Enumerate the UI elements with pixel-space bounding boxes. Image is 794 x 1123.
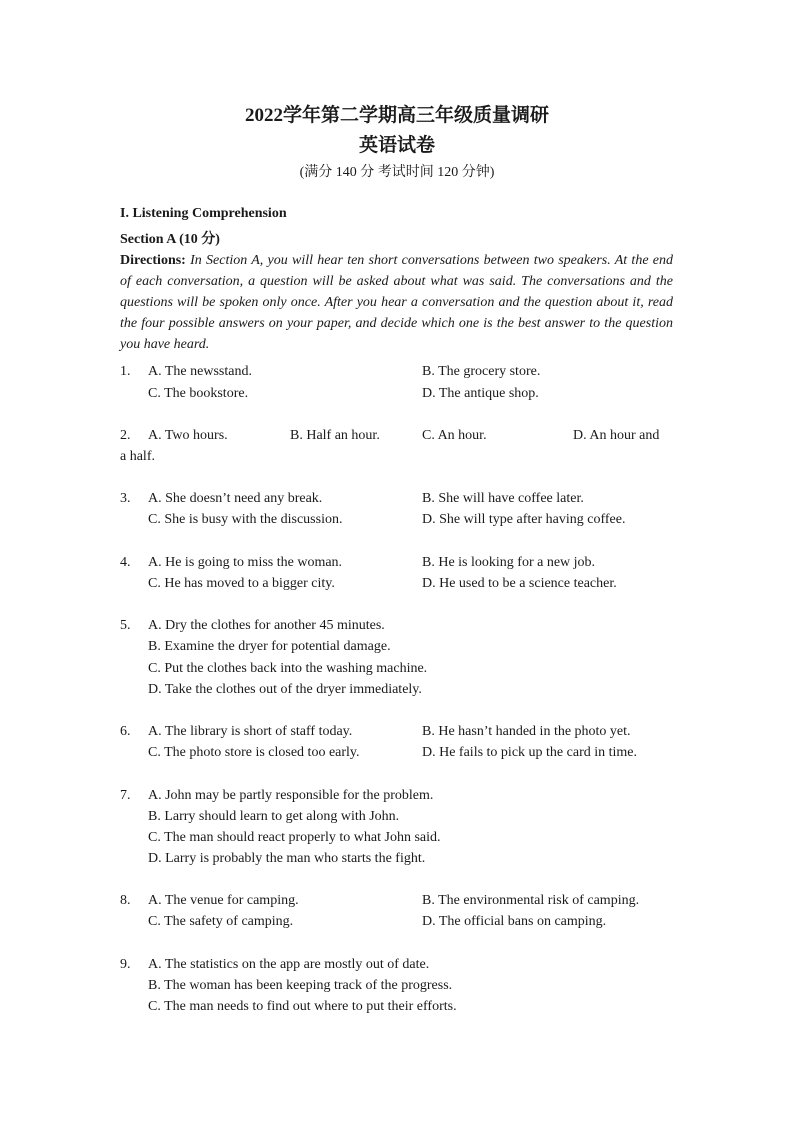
question-number: 5.	[120, 618, 131, 633]
option-a: A. John may be partly responsible for the problem.	[148, 788, 434, 803]
score-info: (满分 140 分 考试时间 120 分钟)	[299, 165, 495, 180]
option-a: A. The statistics on the app are mostly out of date.	[148, 957, 430, 972]
exam-title: 2022学年第二学期高三年级质量调研	[244, 105, 549, 126]
question-number: 3.	[120, 491, 131, 506]
question-9	[120, 957, 673, 979]
option-b: B. The environmental risk of camping.	[422, 893, 640, 908]
option-c: C. An hour.	[422, 428, 487, 443]
option-c: C. The man needs to find out where to put their efforts.	[148, 999, 457, 1014]
question-1	[120, 364, 673, 386]
option-b: B. Half an hour.	[290, 428, 380, 443]
option-d: D. She will type after having coffee.	[422, 512, 626, 527]
question-number: 4.	[120, 555, 131, 570]
question-9-row-2	[120, 978, 673, 1000]
option-b: B. He hasn’t handed in the photo yet.	[422, 724, 631, 739]
question-2-wrap	[120, 449, 673, 471]
question-3	[120, 491, 673, 513]
option-d: D. He fails to pick up the card in time.	[422, 745, 637, 760]
question-9-row-3	[120, 999, 673, 1021]
question-number: 6.	[120, 724, 131, 739]
option-b: B. He is looking for a new job.	[422, 555, 596, 570]
question-number: 7.	[120, 788, 131, 803]
directions-text: In Section A, you will hear ten short conversations between two speakers. At the end of each conversation, a question will be asked about what was said. The conversations and the questions will be spoken only once. After you hear a conversation and the question about it, read the four possible answers on your paper, and decide which one is the best answer to the question you have heard.	[120, 253, 673, 352]
option-d: D. The antique shop.	[422, 386, 539, 401]
question-8	[120, 893, 673, 915]
question-number: 9.	[120, 957, 131, 972]
question-4	[120, 555, 673, 577]
question-5	[120, 618, 673, 640]
question-4-row-2	[120, 576, 673, 598]
section-title: Section A (10 分)	[120, 232, 220, 247]
question-7-row-2	[120, 809, 673, 831]
option-b: B. She will have coffee later.	[422, 491, 584, 506]
option-b: B. Larry should learn to get along with John.	[148, 809, 400, 824]
option-c: C. The photo store is closed too early.	[148, 745, 360, 760]
option-c: C. He has moved to a bigger city.	[148, 576, 335, 591]
option-d: D. The official bans on camping.	[422, 914, 607, 929]
question-5-row-3	[120, 661, 673, 683]
option-a: A. Dry the clothes for another 45 minutes.	[148, 618, 385, 633]
part-title: I. Listening Comprehension	[120, 206, 287, 221]
option-d: D. Larry is probably the man who starts the fight.	[148, 851, 426, 866]
question-1-row-2	[120, 386, 673, 408]
option-b: B. The woman has been keeping track of the progress.	[148, 978, 453, 993]
option-c: C. The bookstore.	[148, 386, 249, 401]
question-8-row-2	[120, 914, 673, 936]
option-d: D. An hour and	[573, 428, 660, 443]
exam-subtitle: 英语试卷	[358, 135, 435, 156]
question-6-row-2	[120, 745, 673, 767]
question-6	[120, 724, 673, 746]
question-number: 1.	[120, 364, 131, 379]
option-a: A. The venue for camping.	[148, 893, 299, 908]
option-c: C. The man should react properly to what John said.	[148, 830, 441, 845]
question-7-row-3	[120, 830, 673, 852]
directions	[120, 250, 673, 355]
option-b: B. The grocery store.	[422, 364, 541, 379]
option-a: A. Two hours.	[148, 428, 228, 443]
question-number: 8.	[120, 893, 131, 908]
option-c: C. Put the clothes back into the washing machine.	[148, 661, 428, 676]
option-d: D. He used to be a science teacher.	[422, 576, 617, 591]
question-5-row-2	[120, 639, 673, 661]
option-b: B. Examine the dryer for potential damage.	[148, 639, 391, 654]
option-d: D. Take the clothes out of the dryer immediately.	[148, 682, 422, 697]
question-7	[120, 788, 673, 810]
directions-label: Directions:	[120, 253, 186, 268]
option-a: A. He is going to miss the woman.	[148, 555, 343, 570]
question-7-row-4	[120, 851, 673, 873]
option-a: A. She doesn’t need any break.	[148, 491, 323, 506]
option-d-wrap: a half.	[120, 449, 155, 464]
question-5-row-4	[120, 682, 673, 704]
question-3-row-2	[120, 512, 673, 534]
option-a: A. The library is short of staff today.	[148, 724, 353, 739]
option-c: C. The safety of camping.	[148, 914, 294, 929]
option-c: C. She is busy with the discussion.	[148, 512, 343, 527]
question-number: 2.	[120, 428, 131, 443]
option-a: A. The newsstand.	[148, 364, 252, 379]
question-2	[120, 428, 673, 450]
